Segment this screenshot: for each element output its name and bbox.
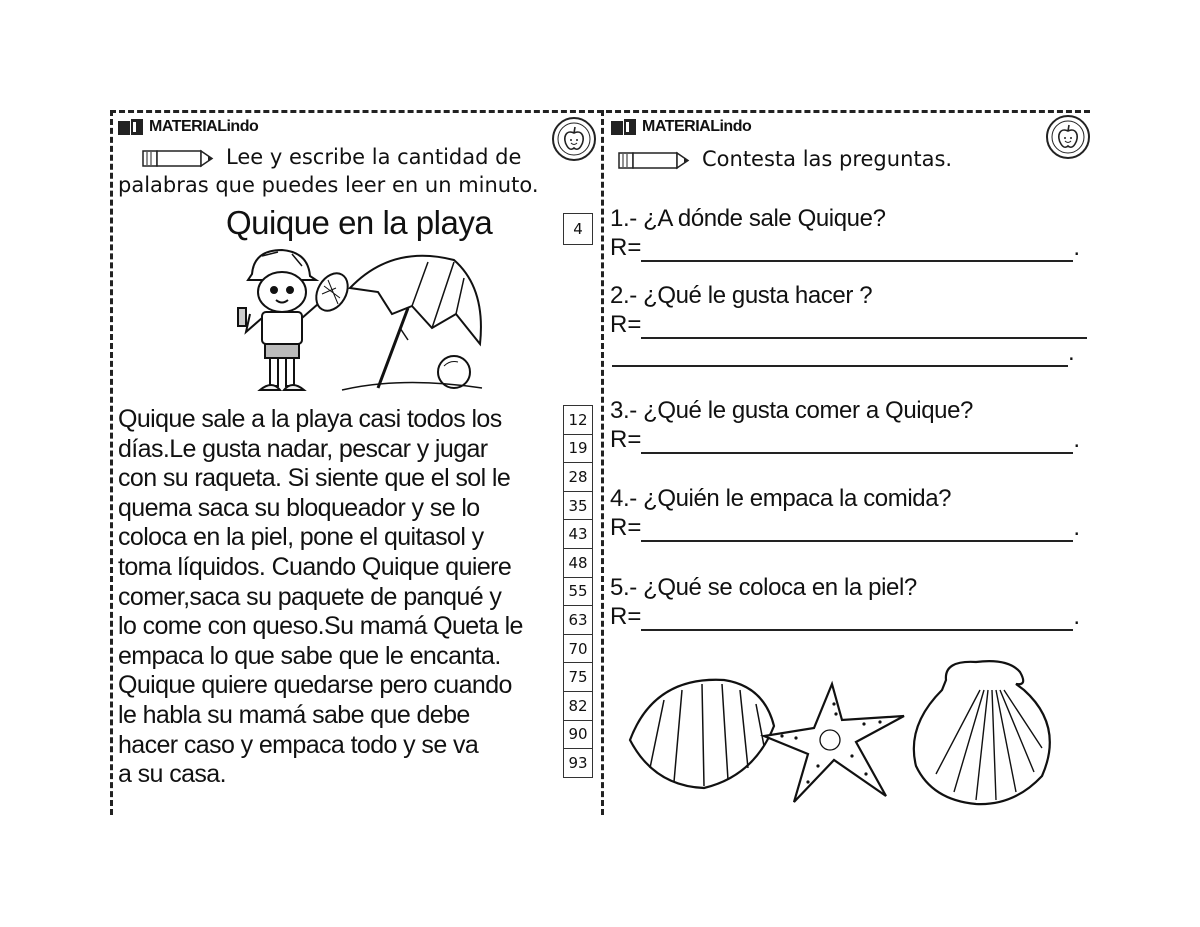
story-line: Quique quiere quedarse pero cuando xyxy=(118,671,512,700)
answer-line[interactable] xyxy=(641,520,1073,542)
story-line: días.Le gusta nadar, pescar y jugar xyxy=(118,434,488,463)
story-line: hacer caso y empaca todo y se va xyxy=(118,730,479,759)
word-count-cell: 28 xyxy=(563,462,593,491)
brand-text: MATERIALindo xyxy=(149,118,259,135)
answer-prefix: R= xyxy=(610,426,642,453)
left-dashed-border xyxy=(110,110,113,815)
story-line: Quique sale a la playa casi todos los xyxy=(118,405,502,433)
title-word-count: 4 xyxy=(563,213,593,245)
left-brand-logo xyxy=(117,118,258,136)
center-dashed-divider xyxy=(601,110,604,815)
word-count-cell: 75 xyxy=(563,662,593,691)
word-count-cell: 43 xyxy=(563,519,593,548)
word-count-column xyxy=(563,405,594,778)
story-line: con su raqueta. Si siente que el sol le xyxy=(118,464,511,493)
starfish xyxy=(764,684,904,802)
top-dashed-border xyxy=(110,110,1090,113)
right-brand-logo xyxy=(610,118,751,136)
brand-book-icon xyxy=(610,118,638,136)
apple-badge-icon xyxy=(1045,114,1091,160)
story-line: le habla su mamá sabe que debe xyxy=(118,700,470,729)
seashells-illustration xyxy=(624,656,1064,816)
word-count-cell: 19 xyxy=(563,434,593,463)
pencil-icon xyxy=(618,149,698,171)
word-count-cell: 55 xyxy=(563,577,593,606)
answer-prefix: R= xyxy=(610,603,642,630)
word-count-cell: 12 xyxy=(563,405,593,434)
question-1: 1.- ¿A dónde sale Quique? xyxy=(610,205,886,232)
story-text xyxy=(118,405,523,790)
answer-line[interactable] xyxy=(641,432,1073,454)
answer-line[interactable] xyxy=(641,317,1087,339)
story-title: Quique en la playa xyxy=(226,204,493,241)
word-count-cell: 82 xyxy=(563,691,593,720)
word-count-cell: 63 xyxy=(563,605,593,634)
word-count-cell: 90 xyxy=(563,720,593,749)
word-count-cell: 93 xyxy=(563,748,593,778)
question-3: 3.- ¿Qué le gusta comer a Quique? xyxy=(610,397,973,424)
brand-book-icon xyxy=(117,118,145,136)
right-instruction xyxy=(618,145,952,173)
left-shell xyxy=(630,680,774,788)
brand-text: MATERIALindo xyxy=(642,118,752,135)
story-line: comer,saca su paquete de panqué y xyxy=(118,582,502,611)
instruction-line-2: palabras que puedes leer en un minuto. xyxy=(118,173,539,197)
story-line: a su casa. xyxy=(118,760,226,789)
beach-illustration xyxy=(232,248,492,404)
story-line: lo come con queso.Su mamá Queta le xyxy=(118,612,523,641)
word-count-cell: 48 xyxy=(563,548,593,577)
right-instruction-text: Contesta las preguntas. xyxy=(702,147,953,171)
answer-prefix: R= xyxy=(610,234,642,261)
child-figure xyxy=(238,250,354,390)
word-count-cell: 35 xyxy=(563,491,593,520)
instruction-line-1: Lee y escribe la cantidad de xyxy=(226,145,522,169)
story-line: toma líquidos. Cuando Quique quiere xyxy=(118,552,512,581)
answer-2-continuation: . xyxy=(612,339,1075,367)
answer-5: R= . xyxy=(610,603,1081,630)
question-2: 2.- ¿Qué le gusta hacer ? xyxy=(610,282,873,309)
answer-prefix: R= xyxy=(610,514,642,541)
answer-line[interactable] xyxy=(641,240,1073,262)
answer-4: R= . xyxy=(610,514,1081,541)
question-4: 4.- ¿Quién le empaca la comida? xyxy=(610,485,952,512)
answer-line[interactable] xyxy=(641,609,1073,631)
answer-prefix: R= xyxy=(610,311,642,338)
left-instruction xyxy=(118,143,558,199)
story-line: empaca lo que sabe que le encanta. xyxy=(118,641,501,670)
right-shell xyxy=(914,661,1050,804)
story-line: quema saca su bloqueador y se lo xyxy=(118,493,480,522)
story-line: coloca en la piel, pone el quitasol y xyxy=(118,523,484,552)
answer-line[interactable] xyxy=(612,345,1068,367)
answer-1: R= . xyxy=(610,234,1081,261)
word-count-cell: 70 xyxy=(563,634,593,663)
pencil-icon xyxy=(142,147,222,169)
answer-3: R= . xyxy=(610,426,1081,453)
question-5: 5.- ¿Qué se coloca en la piel? xyxy=(610,574,917,601)
answer-2 xyxy=(610,311,1087,339)
